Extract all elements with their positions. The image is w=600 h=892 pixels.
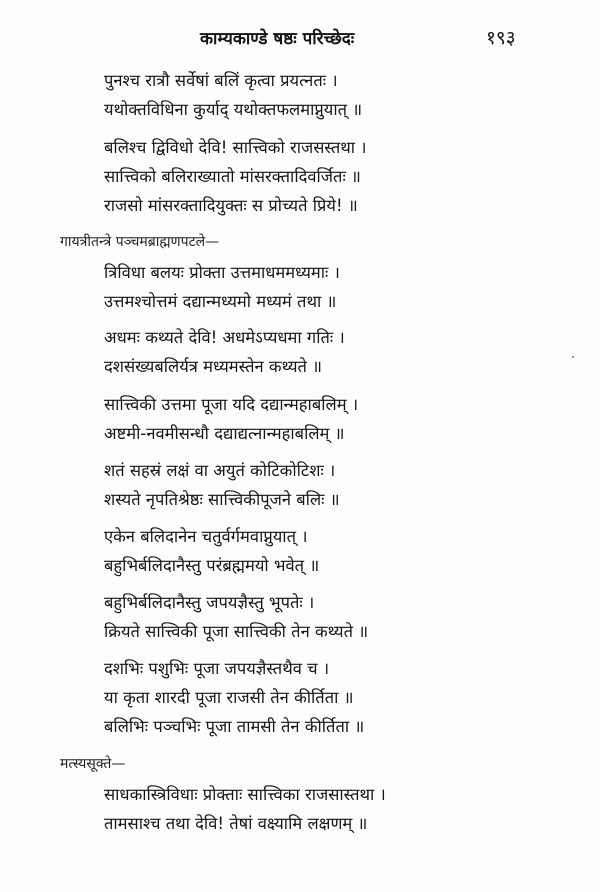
page-number: १९३ (486, 27, 516, 49)
source-heading: मत्स्यसूक्ते— (60, 756, 126, 772)
verse-line: बलिश्च द्विविधो देवि! सात्त्विको राजसस्तथा । (104, 138, 367, 157)
verse-line: दशसंख्यबलिर्यत्र मध्यमस्तेन कथ्यते ॥ (104, 357, 323, 376)
verse-line: यथोक्तविधिना कुर्याद् यथोक्तफलमाप्नुयात् ॥ (104, 100, 363, 119)
running-title: काम्यकाण्डे षष्ठः परिच्छेदः (200, 29, 355, 49)
verse-line: शस्यते नृपतिश्रेष्ठः सात्त्विकीपूजने बलिः ॥ (104, 490, 340, 509)
verse-line: बहुभिर्बलिदानैस्तु जपयज्ञैस्तु भूपतेः । (104, 593, 315, 612)
paper-speck (572, 356, 574, 358)
verse-line: त्रिविधा बलयः प्रोक्ता उत्तमाधममध्यमाः । (104, 263, 340, 282)
verse-line: बलिभिः पञ्चभिः पूजा तामसी तेन कीर्तिता ॥ (104, 717, 365, 736)
verse-line: दशभिः पशुभिः पूजा जपयज्ञैस्तथैव च । (104, 659, 330, 678)
verse-line: तामसाश्च तथा देवि! तेषां वक्ष्यामि लक्षणम् ॥ (104, 814, 368, 833)
verse-line: बहुभिर्बलिदानैस्तु परंब्रह्ममयो भवेत् ॥ (104, 556, 320, 575)
verse-line: राजसो मांसरक्तादियुक्तः स प्रोच्यते प्रिये! ॥ (104, 196, 358, 215)
verse-line: या कृता शारदी पूजा राजसी तेन कीर्तिता ॥ (104, 688, 354, 707)
verse-line: सात्त्विको बलिराख्यातो मांसरक्तादिवर्जितः ॥ (104, 167, 361, 186)
verse-line: सात्त्विकी उत्तमा पूजा यदि दद्यान्महाबलिम् । (104, 395, 359, 414)
verse-line: पुनश्च रात्रौ सर्वेषां बलिं कृत्वा प्रयत्नतः । (104, 71, 338, 90)
verse-line: उत्तमश्चोत्तमं दद्यान्मध्यमो मध्यमं तथा ॥ (104, 292, 337, 311)
verse-line: अष्टमी-नवमीसन्धौ दद्याद्यत्नान्महाबलिम् ॥ (104, 424, 345, 443)
verse-line: एकेन बलिदानेन चतुर्वर्गमवाप्नुयात् । (104, 527, 308, 546)
verse-line: साधकास्त्रिविधाः प्रोक्ताः सात्त्विका राजसास्तथा । (104, 785, 386, 804)
source-heading: गायत्रीतन्त्रे पञ्चमब्राह्मणपटले— (60, 234, 220, 250)
verse-line: क्रियते सात्त्विकी पूजा सात्त्विकी तेन कथ्यते ॥ (104, 622, 369, 641)
verse-line: शतं सहस्रं लक्षं वा अयुतं कोटिकोटिशः । (104, 461, 336, 480)
verse-line: अधमः कथ्यते देवि! अधमेऽप्यधमा गतिः । (104, 328, 345, 347)
